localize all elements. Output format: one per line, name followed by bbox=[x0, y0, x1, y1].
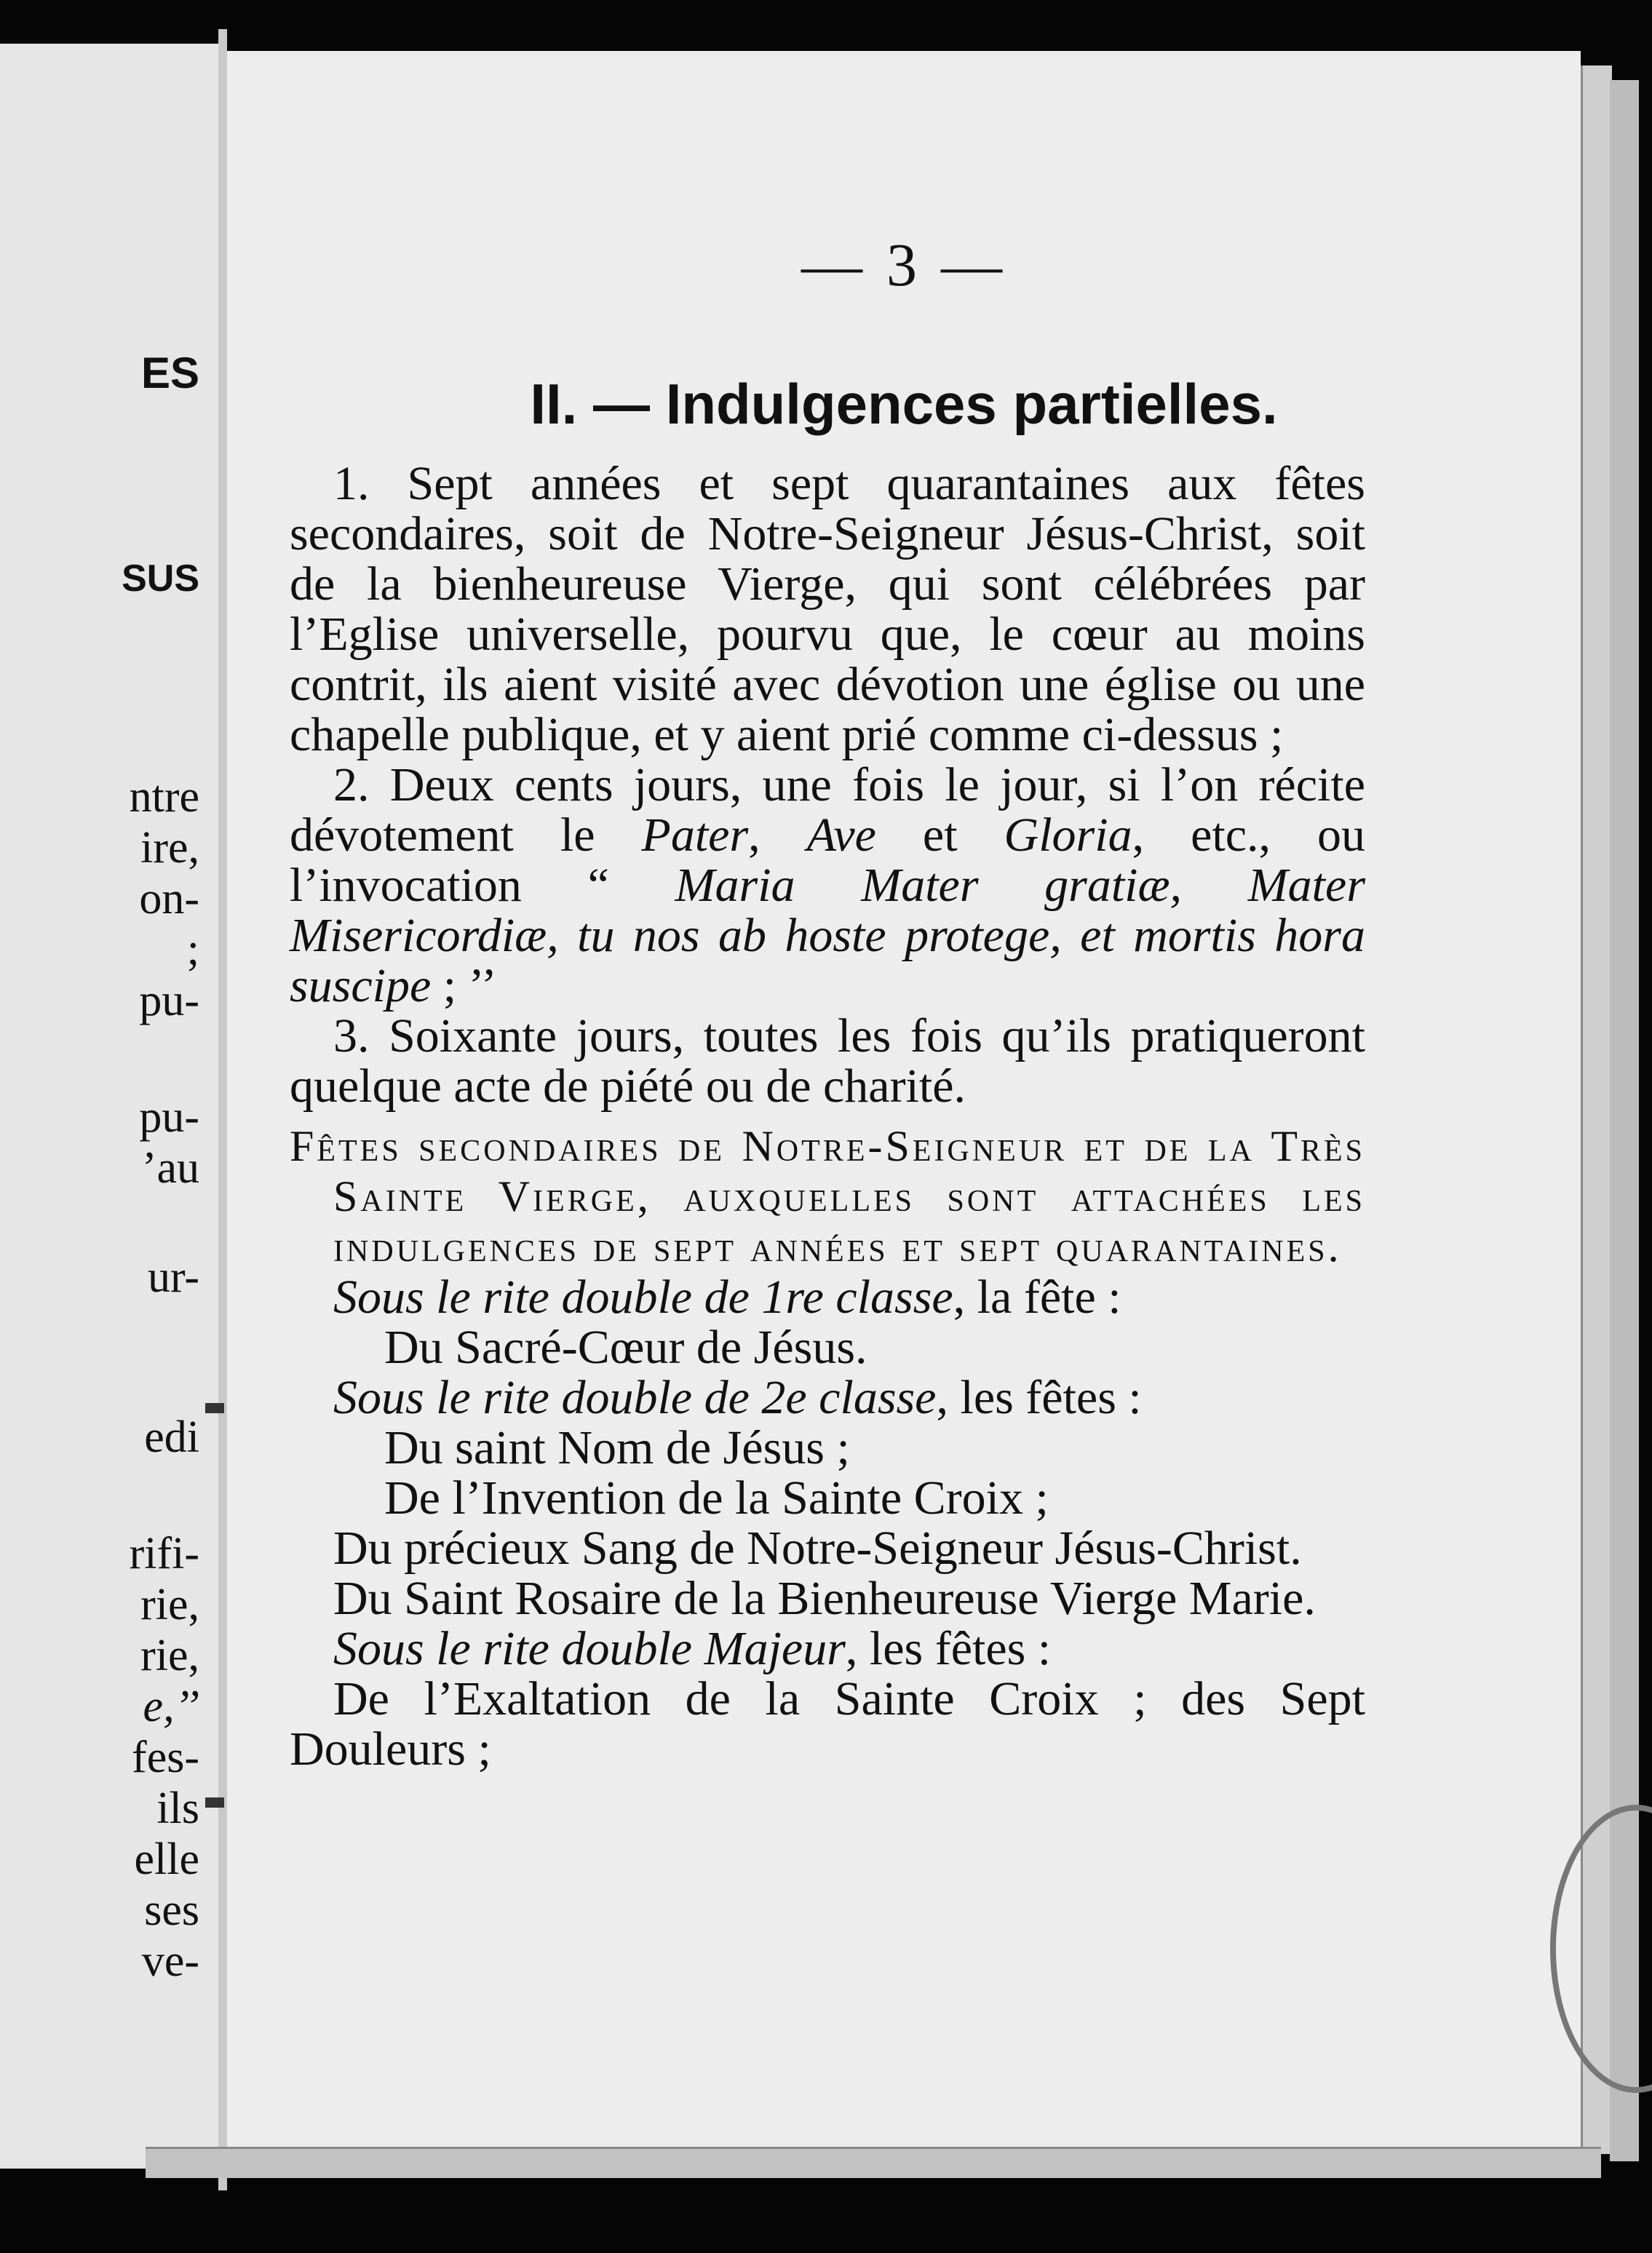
left-fragment: ire, bbox=[140, 823, 199, 873]
section-heading: II. — Indulgences partielles. bbox=[530, 372, 1278, 436]
left-fragment: ; bbox=[186, 925, 199, 974]
ave-term: Ave bbox=[806, 808, 876, 862]
rite-second-class-label: Sous le rite double de 2e classe bbox=[333, 1371, 937, 1424]
paragraph-2-mid: , etc., ou l’invocation “ bbox=[290, 808, 1365, 912]
left-fragment: on- bbox=[139, 874, 199, 923]
page-body bbox=[290, 458, 1365, 1774]
feast-item: De l’Invention de la Sainte Croix ; bbox=[384, 1471, 1049, 1525]
rite-major-double-tail: , les fêtes : bbox=[845, 1622, 1052, 1675]
gutter-mark bbox=[205, 1797, 224, 1808]
left-fragment: SUS bbox=[122, 557, 199, 600]
left-fragment: rie, bbox=[140, 1580, 199, 1629]
pater-term: Pater bbox=[641, 808, 749, 862]
feast-item: Du Saint Rosaire de la Bienheureuse Vierge Marie. bbox=[333, 1572, 1316, 1625]
paragraph-1: 1. Sept années et sept quarantaines aux fêtes secondaires, soit de Notre-Seigneur Jésus-Christ, soit de la bienheureuse Vierge, qui sont célébrées par l’Eglise universelle, pourvu que, le cœur au moins contrit, ils aient visité avec dévotion une église ou une chapelle publique, et y aient prié comme ci-dessus ; bbox=[290, 457, 1365, 761]
rite-major-double-label: Sous le rite double Majeur bbox=[333, 1622, 846, 1675]
feast-item: Du précieux Sang de Notre-Seigneur Jésus-Christ. bbox=[333, 1522, 1302, 1575]
paragraph-2-separator: , bbox=[748, 808, 807, 862]
left-fragment: e,’’ bbox=[143, 1682, 199, 1731]
paragraph-2 bbox=[290, 760, 1365, 1011]
feast-list-heading: Fêtes secondaires de Notre-Seigneur et de la Très Sainte Vierge, auxquelles sont attachées les indulgences de sept années et sept quarantaines. bbox=[290, 1122, 1365, 1271]
feast-item: Du saint Nom de Jésus ; bbox=[384, 1421, 850, 1474]
book-page bbox=[227, 51, 1581, 2147]
paragraph-2-end: ; ’’ bbox=[431, 959, 497, 1012]
latin-invocation: Maria Mater gratiæ, Mater Misericordiæ, tu nos ab hoste protege, et mortis hora suscipe bbox=[290, 859, 1366, 1012]
left-fragment: ses bbox=[144, 1886, 199, 1935]
rite-second-class bbox=[290, 1372, 1365, 1423]
left-fragment: pu- bbox=[139, 976, 199, 1025]
paragraph-2-and: et bbox=[875, 808, 1004, 862]
paragraph-2-start: 2. Deux cents jours, une fois le jour, si l’on récite dévotement le bbox=[290, 758, 1365, 862]
left-fragment: ur- bbox=[147, 1252, 199, 1302]
left-fragment: ES bbox=[140, 349, 199, 397]
paragraph-3: 3. Soixante jours, toutes les fois qu’ils pratiqueront quelque acte de piété ou de charité. bbox=[290, 1009, 1365, 1113]
gloria-term: Gloria bbox=[1004, 808, 1132, 862]
left-fragment: rie, bbox=[140, 1631, 199, 1680]
left-fragment: ve- bbox=[141, 1936, 199, 1986]
left-fragment: fes- bbox=[132, 1733, 199, 1782]
gutter-mark bbox=[205, 1403, 224, 1413]
left-fragment: pu- bbox=[139, 1092, 199, 1142]
page-number: — 3 — bbox=[801, 231, 1006, 299]
left-fragment: ’au bbox=[141, 1143, 199, 1193]
rite-first-class-tail: , la fête : bbox=[953, 1271, 1121, 1324]
feast-item: Du Sacré-Cœur de Jésus. bbox=[384, 1321, 867, 1374]
left-fragment: ils bbox=[156, 1784, 199, 1833]
left-fragment: elle bbox=[134, 1835, 199, 1884]
left-fragment: rifi- bbox=[129, 1529, 199, 1578]
previous-page-edge bbox=[0, 44, 223, 2169]
book-gutter bbox=[218, 29, 227, 2190]
left-fragment: ntre bbox=[129, 772, 199, 822]
rite-first-class-label: Sous le rite double de 1re classe bbox=[333, 1271, 953, 1324]
rite-first-class bbox=[290, 1272, 1365, 1322]
rite-major-double bbox=[290, 1624, 1365, 1674]
feast-item: De l’Exaltation de la Sainte Croix ; des Sept Douleurs ; bbox=[290, 1672, 1365, 1776]
left-fragment: edi bbox=[144, 1412, 199, 1462]
rite-second-class-tail: , les fêtes : bbox=[936, 1371, 1142, 1424]
bottom-binding-edge bbox=[146, 2147, 1601, 2178]
